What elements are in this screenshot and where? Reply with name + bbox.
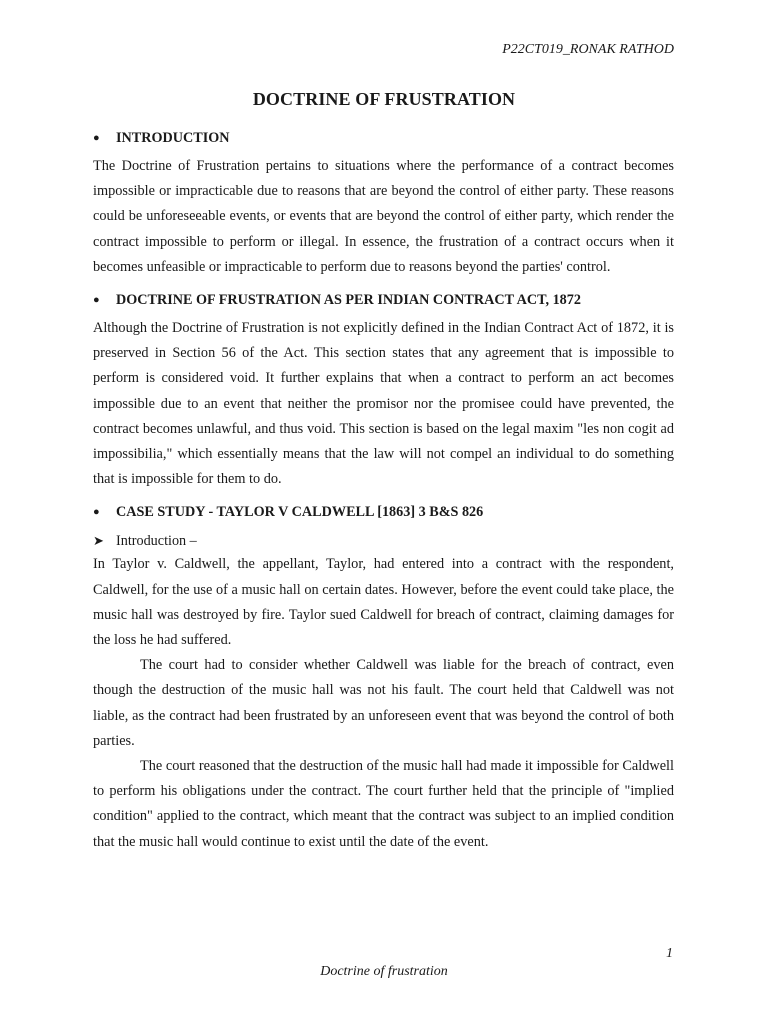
section-heading-indian-contract-act: [93, 290, 674, 310]
section-heading-text: INTRODUCTION: [116, 130, 230, 146]
subheading-text: Introduction –: [116, 533, 197, 550]
arrow-bullet-icon: ➤: [93, 533, 104, 549]
document-title: DOCTRINE OF FRUSTRATION: [252, 89, 516, 109]
page-number: 1: [666, 946, 673, 961]
bullet-icon: ●: [93, 132, 100, 144]
section-heading-text: CASE STUDY - TAYLOR V CALDWELL [1863] 3 B&S 826: [116, 504, 484, 521]
bullet-icon: ●: [93, 506, 100, 519]
paragraph: In Taylor v. Caldwell, the appellant, Taylor, had entered into a contract with the respondent, Caldwell, for the use of a music hall on certain dates. However, before the event could take place, the music hall was destroyed by fire. Taylor sued Caldwell for breach of contract, claiming damages for the loss he had suffered.: [93, 556, 674, 649]
paragraph: Although the Doctrine of Frustration is not explicitly defined in the Indian Contract Act of 1872, it is preserved in Section 56 of the Act. This section states that any agreement that is impossible to perform is considered void. It further explains that when a contract to perform an act becomes impossible due to an event that neither the promisor nor the promisee could have prevented, the contract becomes unlawful, and thus void. This section is based on the legal maxim "les non cogit ad impossibilia," which essentially means that the law will not compel an individual to do something that is impossible for them to do.: [93, 320, 674, 488]
header-author-id: P22CT019_RONAK RATHOD: [502, 42, 674, 57]
subheading-introduction: [93, 530, 674, 552]
section-heading-case-study: [93, 502, 674, 522]
paragraph: The court had to consider whether Caldwell was liable for the breach of contract, even though the destruction of the music hall was not his fault. The court held that Caldwell was not liable, as the contract had been frustrated by an unforeseen event that was beyond the control of both parties.: [93, 657, 674, 749]
paragraph: The court reasoned that the destruction of the music hall had made it impossible for Caldwell to perform his obligations under the contract. The court further held that the principle of "implied condition" applied to the contract, which meant that the contract was subject to an implied condition that the music hall would continue to exist until the date of the event.: [93, 758, 674, 850]
paragraph: The Doctrine of Frustration pertains to situations where the performance of a contract becomes impossible or impracticable due to reasons that are beyond the control of either party. These reasons could be unforeseeable events, or events that are beyond the control of either party, which render the contract impossible to perform or illegal. In essence, the frustration of a contract occurs when it becomes unfeasible or impracticable to perform due to reasons beyond the parties' control.: [93, 158, 674, 275]
section-heading-introduction: [93, 128, 674, 148]
document-body: [93, 128, 674, 855]
footer-running-title: Doctrine of frustration: [320, 964, 448, 979]
section-heading-text: DOCTRINE OF FRUSTRATION AS PER INDIAN CONTRACT ACT, 1872: [116, 292, 581, 309]
bullet-icon: ●: [93, 294, 100, 307]
